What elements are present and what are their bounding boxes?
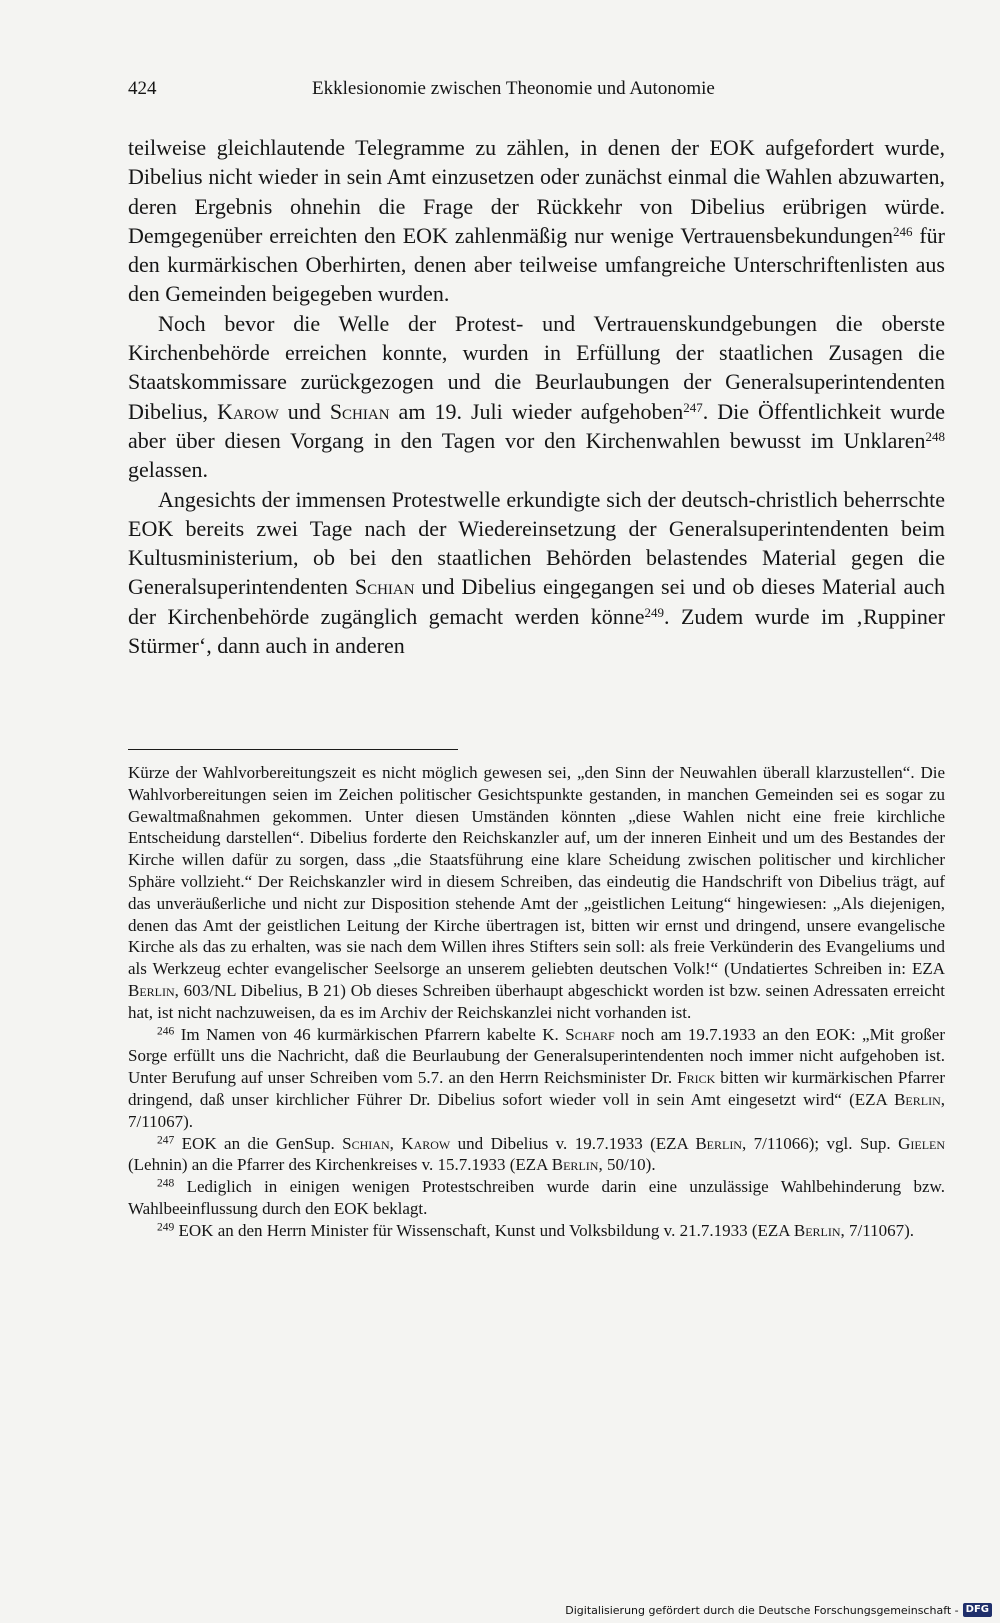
text-run: , 7/11067). [128, 1089, 945, 1131]
paragraph [128, 309, 945, 485]
text-run: und Dibelius v. 19.7.1933 (EZA [450, 1133, 696, 1153]
text-run: . Zudem wurde im ‚Ruppiner Stürmer‘, dann auch in anderen [128, 603, 945, 659]
footnote [128, 1024, 945, 1133]
text-run: und Dibelius eingegangen sei und ob dieses Material auch der Kirchenbehörde zugänglich gemacht werden könne [128, 574, 945, 629]
text-run: teilweise gleichlautende Telegramme zu zählen, in denen der EOK aufgefordert wurde, Dibelius nicht wieder in sein Amt einzusetzen oder zunächst einmal die Wahlen abzuwarten, deren Ergebnis ohnehin die Frage der Rückkehr von Dibelius erübrigen würde. Demgegenüber erreichten den EOK zahlenmäßig nur wenige Vertrauensbekundungen [128, 135, 945, 248]
footnotes [128, 762, 945, 1242]
text-run: (Lehnin) an die Pfarrer des Kirchenkreises v. 15.7.1933 (EZA [128, 1155, 552, 1175]
person-name: Scharf [565, 1024, 615, 1044]
person-name: Schian [342, 1133, 390, 1153]
paragraph [128, 133, 945, 309]
dfg-logo: DFG [963, 1603, 992, 1617]
digitization-credit-text: Digitalisierung gefördert durch die Deutsche Forschungsgemeinschaft - [565, 1603, 959, 1617]
text-run: Lediglich in einigen wenigen Protestschreiben wurde darin eine unzulässige Wahlbehinderung bzw. Wahlbeeinflussung durch den EOK beklagt. [128, 1177, 945, 1218]
text-run: für den kurmärkischen Oberhirten, denen aber teilweise umfangreiche Unterschriftenlisten aus den Gemeinden beigegeben wurden. [128, 222, 945, 307]
text-run: Noch bevor die Welle der Protest- und Vertrauenskundgebungen die oberste Kirchenbehörde erreichen konnte, wurden in Erfüllung der staatlichen Zusagen die Staatskommissare zurückgezogen und die Beurlaubungen der Generalsuperintendenten Dibelius, [128, 310, 945, 424]
person-name: Gielen [898, 1133, 946, 1153]
archive-name: Berlin [128, 980, 175, 1000]
footnote-ref: 246 [892, 223, 913, 239]
footnote-ref: 247 [683, 399, 703, 415]
footnote-number: 246 [157, 1024, 175, 1037]
person-name: Schian [329, 398, 390, 424]
text-run: bitten wir kurmärkischen Pfarrer dringend, daß unser kirchlicher Führer Dr. Dibelius sofort wieder voll in sein Amt eingesetzt wird“ (EZA [128, 1068, 946, 1109]
footnote [128, 1176, 945, 1220]
text-run: und [278, 398, 330, 424]
footnote-ref: 248 [925, 428, 945, 444]
paragraph [128, 485, 945, 661]
text-run: noch am 19.7.1933 an den EOK: „Mit großer Sorge erfüllt uns die Nachricht, daß die Beurlaubung der Generalsuperintendenten noch immer nicht aufgehoben ist. Unter Berufung auf unser Schreiben vom 5.7. an den Herrn Reichsminister Dr. [128, 1024, 945, 1088]
person-name: Karow [217, 398, 279, 424]
text-run: , [389, 1133, 402, 1153]
archive-name: Berlin [793, 1220, 841, 1240]
archive-name: Berlin [894, 1089, 941, 1109]
text-run: , 7/11066); vgl. Sup. [741, 1133, 899, 1153]
footnote-ref: 249 [644, 604, 665, 620]
text-run: , 7/11067). [840, 1220, 915, 1240]
text-run: EOK an den Herrn Minister für Wissenschaft, Kunst und Volksbildung v. 21.7.1933 (EZA [174, 1220, 794, 1240]
footnote [128, 1133, 945, 1177]
text-run: Kürze der Wahlvorbereitungszeit es nicht möglich gewesen sei, „den Sinn der Neuwahlen überall klarzustellen“. Die Wahlvorbereitungen seien im Zeichen politischer Gesichtspunkte gestanden, in manchen Gemeinden sei es sogar zu Gewaltmaßnahmen gekommen. Unter diesen Umständen könnten „diese Wahlen nicht eine freie kirchliche Entscheidung darstellen“. Dibelius forderte den Reichskanzler auf, um der inneren Einheit und um des Bestandes der Kirche willen dafür zu sorgen, dass „die Staatsführung eine klare Scheidung zwischen politischer und kirchlicher Sphäre vollzieht.“ Der Reichskanzler wird in diesem Schreiben, das eindeutig die Handschrift von Dibelius trägt, auf das unveräußerliche und nicht zur Disposition stehende Amt der „geistlichen Leitung“ hingewiesen: „Als diejenigen, denen das Amt der geistlichen Leitung der Kirche übertragen ist, bitten wir ernst und dringend, unsere evangelische Kirche als das zu erhalten, was sie nach dem Willen ihres Stifters sein soll: als freie Verkünderin des Evangeliums und als Werkzeug echter evangelischer Seelsorge an unserem geliebten deutschen Volk!“ (Undatiertes Schreiben in: EZA [128, 763, 945, 979]
text-run: , 603/NL Dibelius, B 21) Ob dieses Schreiben überhaupt abgeschickt worden ist bzw. seinen Adressaten erreicht hat, ist nicht nachzuweisen, da es im Archiv der Reichskanzlei nicht vorhanden ist. [128, 980, 945, 1022]
text-run: , 50/10). [598, 1155, 656, 1175]
footnote-number: 249 [157, 1220, 175, 1233]
text-run: gelassen. [128, 457, 209, 483]
main-text [128, 133, 945, 660]
archive-name: Berlin [551, 1155, 599, 1175]
archive-name: Berlin [695, 1133, 742, 1153]
footnote [128, 1220, 945, 1242]
running-title: Ekklesionomie zwischen Theonomie und Autonomie [312, 78, 715, 99]
footnote-continuation [128, 762, 945, 1024]
text-run: . Die Öffentlichkeit wurde aber über diesen Vorgang in den Tagen vor den Kirchenwahlen bewusst im Unklaren [128, 398, 946, 453]
person-name: Karow [401, 1133, 451, 1153]
person-name: Frick [677, 1068, 716, 1088]
digitization-credit [565, 1603, 992, 1617]
person-name: Schian [354, 574, 415, 600]
text-run: Angesichts der immensen Protestwelle erkundigte sich der deutsch-christlich beherrschte EOK bereits zwei Tage nach der Wiedereinsetzung der Generalsuperintendenten beim Kultusministerium, ob bei den staatlichen Behörden belastendes Material gegen die Generalsuperintendenten [128, 486, 945, 600]
text-run: am 19. Juli wieder aufgehoben [389, 398, 684, 424]
footnote-number: 247 [157, 1133, 175, 1146]
page-number: 424 [128, 78, 157, 99]
text-run: Im Namen von 46 kurmärkischen Pfarrern kabelte K. [174, 1024, 566, 1044]
footnote-separator [128, 749, 458, 750]
footnote-number: 248 [157, 1177, 175, 1190]
text-run: EOK an die GenSup. [174, 1133, 343, 1153]
